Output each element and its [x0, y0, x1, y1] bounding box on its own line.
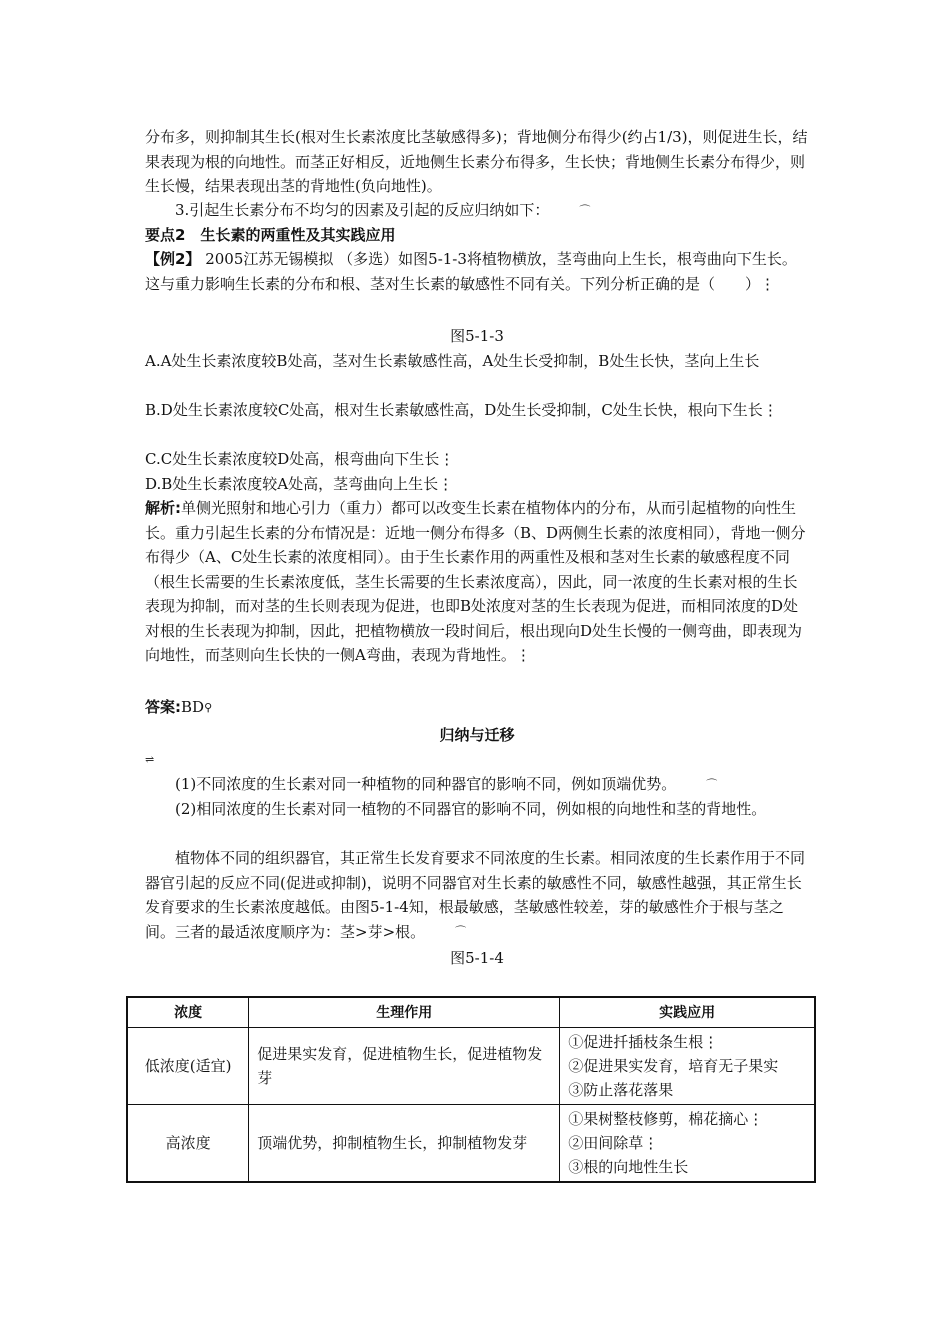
header-concentration: 浓度	[127, 997, 249, 1028]
section-heading-2: 要点2 生长素的两重性及其实践应用	[145, 226, 396, 244]
analysis-text: 单侧光照射和地心引力（重力）都可以改变生长素在植物体内的分布，从而引起植物的向性生长。重力引起生长素的分布情况是：近地一侧分布得多（B、D两侧生长素的浓度相同），背地一侧分布得少（A、C处生长素的浓度相同）。由于生长素作用的两重性及根和茎对生长素的敏感程度不同（根生长需要的生长素浓度低，茎生长需要的生长素浓度高），因此，同一浓度的生长素对根的生长表现为抑制，而对茎的生长则表现为促进，也即B处浓度对茎的生长表现为促进，而相同浓度的D处对根的生长表现为抑制，因此，把植物横放一段时间后，根出现向D处生长慢的一侧弯曲，即表现为向地性，而茎则向生长快的一侧A弯曲，表现为背地性。	[145, 499, 806, 664]
figure-caption-5-1-3: 图5-1-3	[450, 327, 504, 345]
app-item: ①果树整枝修剪，棉花摘心⋮	[568, 1110, 764, 1128]
equals-mark-icon: ⇌	[145, 753, 155, 766]
option-c: C.C处生长素浓度较D处高，根弯曲向下生长⋮	[145, 450, 455, 468]
edit-mark-icon: ⌒	[455, 925, 467, 939]
item-3: 3.引起生长素分布不均匀的因素及引起的反应归纳如下： ⌒	[145, 198, 809, 223]
cell-effect: 促进果实发育，促进植物生长，促进植物发芽	[249, 1028, 560, 1105]
point-1: (1)不同浓度的生长素对同一种植物的同种器官的影响不同，例如顶端优势。 ⌒	[145, 772, 809, 797]
option-a: A.A处生长素浓度较B处高，茎对生长素敏感性高，A处生长受抑制，B处生长快，茎向上生长	[145, 352, 760, 370]
cell-apps	[560, 1105, 815, 1183]
table-row	[127, 1105, 815, 1183]
figure-caption-5-1-4: 图5-1-4	[450, 949, 504, 967]
answer-label: 答案:	[145, 698, 181, 716]
app-item: ①促进扦插枝条生根⋮	[568, 1033, 719, 1051]
point-2: (2)相同浓度的生长素对同一植物的不同器官的影响不同，例如根的向地性和茎的背地性。	[175, 800, 767, 818]
example-text: 2005江苏无锡模拟 （多选）如图5-1-3将植物横放，茎弯曲向上生长，根弯曲向下生长。这与重力影响生长素的分布和根、茎对生长素的敏感性不同有关。下列分析正确的是（ ）	[145, 250, 797, 293]
header-application: 实践应用	[560, 997, 815, 1028]
analysis-label: 解析:	[145, 499, 181, 517]
table-row	[127, 1028, 815, 1105]
cell-apps	[560, 1028, 815, 1105]
answer-value: BD	[181, 698, 205, 716]
paragraph-intro: 分布多，则抑制其生长(根对生长素浓度比茎敏感得多)；背地侧分布得少(约占1/3)，则促进生长，结果表现为根的向地性。而茎正好相反，近地侧生长素分布得多，生长快；背地侧生长素分布得少，则生长慢，结果表现出茎的背地性(负向地性)。	[145, 128, 808, 195]
cell-effect: 顶端优势，抑制植物生长，抑制植物发芽	[249, 1105, 560, 1183]
bicycle-mark-icon: ⚲	[204, 700, 213, 714]
header-effect: 生理作用	[249, 997, 560, 1028]
answer	[145, 695, 809, 720]
app-item: ③根的向地性生长	[568, 1158, 689, 1176]
option-b: B.D处生长素浓度较C处高，根对生长素敏感性高，D处生长受抑制，C处生长快，根向下生长⋮	[145, 401, 778, 419]
cell-level: 低浓度(适宜)	[127, 1028, 249, 1105]
cell-level: 高浓度	[127, 1105, 249, 1183]
app-item: ②促进果实发育，培育无子果实	[568, 1057, 779, 1075]
analysis: 解析:单侧光照射和地心引力（重力）都可以改变生长素在植物体内的分布，从而引起植物的向性生长。重力引起生长素的分布情况是：近地一侧分布得多（B、D两侧生长素的浓度相同），背地一侧分布得少（A、C处生长素的浓度相同）。由于生长素作用的两重性及根和茎对生长素的敏感程度不同（根生长需要的生长素浓度低，茎生长需要的生长素浓度高），因此，同一浓度的生长素对根的生长表现为抑制，而对茎的生长则表现为促进，也即B处浓度对茎的生长表现为促进，而相同浓度的D处对根的生长表现为抑制，因此，把植物横放一段时间后，根出现向D处生长慢的一侧弯曲，即表现为向地性，而茎则向生长快的一侧A弯曲，表现为背地性。⋮	[145, 499, 806, 664]
app-item: ③防止落花落果	[568, 1081, 674, 1099]
option-d: D.B处生长素浓度较A处高，茎弯曲向上生长⋮	[145, 475, 454, 493]
section-title: 归纳与迁移	[439, 726, 515, 744]
table-header-row	[127, 997, 815, 1028]
edit-mark-icon: ⌒	[579, 203, 591, 217]
auxin-table	[126, 996, 816, 1183]
example-label: 【例2】	[145, 250, 201, 268]
example-2: 【例2】 2005江苏无锡模拟 （多选）如图5-1-3将植物横放，茎弯曲向上生长，根弯曲向下生长。这与重力影响生长素的分布和根、茎对生长素的敏感性不同有关。下列分析正确的是（ ）⋮	[145, 250, 797, 293]
paragraph-final: 植物体不同的组织器官，其正常生长发育要求不同浓度的生长素。相同浓度的生长素作用于不同器官引起的反应不同(促进或抑制)，说明不同器官对生长素的敏感性不同，敏感性越强，其正常生长发育要求的生长素浓度越低。由图5-1-4知，根最敏感，茎敏感性较差，芽的敏感性介于根与茎之间。三者的最适浓度顺序为：茎>芽>根。 ⌒	[145, 846, 809, 945]
app-item: ②田间除草⋮	[568, 1134, 659, 1152]
edit-mark-icon: ⌒	[706, 777, 718, 791]
